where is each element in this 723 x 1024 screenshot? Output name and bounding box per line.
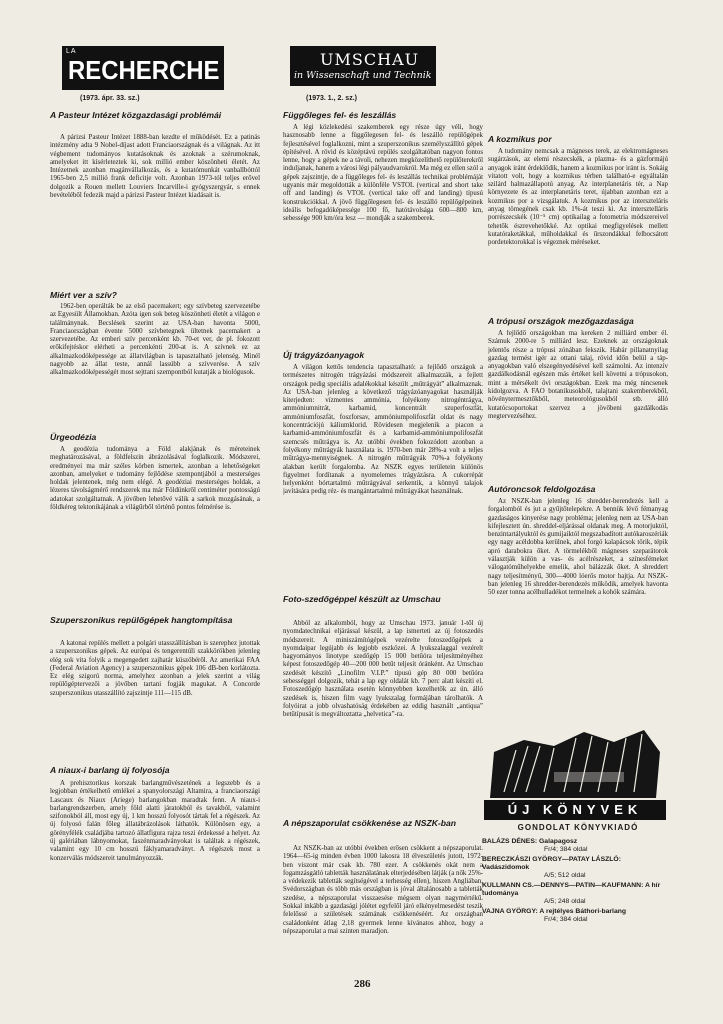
article-body: A párizsi Pasteur Intézet 1888-ban kezdte el működését. Ez a patinás intézmény adta 9 Nobel-díjast adott Franciaországnak és a világnak. Az itt végbement tudományos kutatásoknak és azoknak a szérumoknak, amelyeket itt kísérleteztek ki, sok millió ember köszönheti életét. Az Intézetnek azonban magánvállalkozás, és a kutatómunkát vanballbóttól 1965-ben 2,5 millió frank deficitje volt. Azonban 1973-tól teljes erővel dolgozik a Rouen mellett Louviers Incarville-i gyógyszergyár, s ennek bevételéből fedezik majd a párizsi Pasteur Intézet kiadásait is. [50, 134, 260, 200]
publisher-name: GONDOLAT KÖNYVKIADÓ [517, 823, 639, 832]
article-title: A kozmikus por [488, 134, 552, 144]
masthead-umschau-title: UMSCHAU [320, 50, 420, 69]
book-entry [482, 908, 667, 924]
article-body: A fejlődő országokban ma kereken 2 milliárd ember él. Számuk 2000-re 5 milliárd lesz. Ezeknek az országoknak jelentős része a trópusi zónában fekszik. Habár pillanatnyilag gazdag termést igér az ottani talaj, rövid időn belül a táp-anyagokban való elszegényedésével kell számolni. Az intenzív gazdálkodásnál egészen más értéket kell követni a trópusokon, mint a mérsékelt övi országokban. Ezek ma még nincsenek kidolgozva. A FAO botanikusokból, talajtani szakemberekből, növénytermesztőkből, meteorológusokból stb. álló kutatócsoportokat szervez a jövőbeni gazdálkodás megtervezéséhez. [488, 330, 668, 420]
article-title: A Pasteur Intézet közgazdasági problémái [50, 110, 222, 120]
book-title: BERECZKÁSZI GYÖRGY—PATAY LÁSZLÓ: Vadászidomok [482, 856, 621, 872]
masthead-la: LA [66, 48, 77, 55]
book-title: VAJNA GYÖRGY: A rejtélyes Báthori-barlang [482, 908, 627, 915]
masthead-umschau-subtitle: in Wissenschaft und Technik [294, 70, 432, 81]
article-body: A geodézia tudománya a Föld alakjának és méreteinek meghatározásával, a földfelszín ábrázolásával foglalkozik. Módszerei, eredményei ma már széles körben ismertek, azonban a lehetőségeket azonban, amelyeket e tudomány fejlődése szempontjából a mesterséges holdak jelentenek, még nem elégé. A geodéziai mesterséges holdak, a lézeres távolságmérő rendszerek ma már Földünkről centiméter pontosságú adatokat szolgáltatnak. A jövőben lehetővé válik a sarkok mozgásának, a földkéreg tektonikájának a világűrből történő pontos felmérése is. [50, 446, 260, 512]
umschau-masthead [290, 46, 436, 86]
umschau-issue: (1973. 1., 2. sz.) [306, 95, 357, 102]
article-title: Szuperszonikus repülőgépek hangtompítása [50, 615, 233, 625]
la-recherche-masthead [62, 46, 224, 90]
book-title: BALÁZS DÉNES: Galapagosz [482, 838, 578, 845]
book-meta: Fr/4; 384 oldal [544, 916, 588, 924]
article-title: A trópusi országok mezőgazdasága [488, 316, 634, 326]
new-books-heading: ÚJ KÖNYVEK [484, 800, 666, 820]
book-entry [482, 882, 667, 907]
article-body: 1962-ben operálták be az első pacemakert; egy szívbeteg szervezetébe az Egyesült Államokban. Azóta igen sok beteg köszönheti életét a világon e találmánynak. Becslések szerint az USA-ban havonta 5000, Franciaországban évente 5000 szívbetegnek ültetnek pacemakert a szervezetébe. Az emberi szív percenként kb. 70-et ver, de pl. fokozott erőkifejtéskor elérheti a percenkénti 200-at is. A szívnek ez az alkalmazkodóképessége az állatvilágban is tapasztalható jelenség. Minél nagyobb az állat teste, annál lassúbb a szívverése. A szív alkalmazkodóképességét most sejttani szempontból kutatják a biológusok. [50, 303, 260, 377]
article-body: Az NSZK-ban az utóbbi években erősen csökkent a népszaporulat. 1964—65-ig minden évben 1000 lakosra 18 élveszületés jutott, 1972-ben viszont már csak kb. 780 ezer. A csökkenés okát nem a fogamzásgátló tabletták használatának elterjedésében látják (a nők 25%-a védekezik tabletták segítségével a terhesség ellen), hiszen Angliában, Svédországban és több más országban is jóval általánosabb a tabletták szedése, a népszaporulat visszaesése mégsem olyan nagymértékű. Sokkal inkább a gazdasági jólétet egyfelől járó elkényelmesedést teszik felelőssé a születések számának csökkenéséért. Az országban családonként átlag 2,18 gyermek lenne kívánatos ahhoz, hogy a népszaporulat a mai szinten maradjon. [283, 845, 483, 935]
book-title: KULLMANN CS.—DENNYS—PATIN—KAUFMANN: A hír tudománya [482, 882, 661, 898]
article-title: A népszaporulat csökkenése az NSZK-ban [283, 818, 457, 828]
article-title: Új trágyázóanyagok [283, 350, 365, 360]
book-meta: A/5; 512 oldal [544, 872, 586, 880]
book-entry [482, 856, 667, 881]
books-illustration [484, 712, 664, 798]
book-entry [482, 838, 667, 854]
article-body: A tudomány nemcsak a mágneses terek, az elektromágneses sugárzások, az elemi részecskék, a plazma- és a gázformájú anyagok iránt érdeklődik, hanem a kozmikus por iránt is. Sokáig vitatott volt, hogy a kozmikus térben található-e egyáltalán szilárd halmazállapotú anyag. Az interplanetáris tér, a Nap környezete és az interplanetáris teret, újabban azonban ezt a kozmikus por a vizsgálatuk. A kozmikus por az interszteláris anyag tömegének csak kb. 1%-át teszi ki. Az intersztelláris porrészecskék (10⁻⁵ cm) optikailag a fotometria módszereivel tehetők észrevehetőkké. Az optikai megfigyelések mellett kutatóraketákkal, műholdakkal és űrszondákkal felbocsátott pordetektorokkal is végeznek méréseket. [488, 148, 668, 247]
article-body: A légi közlekedési szakemberek egy része úgy véli, hogy hasznosabb lenne a függőlegesen fel- és leszálló repülőgépek fejlesztésével foglalkozni, mint a szuperszonikus személyszállító gépek építésével. A rövid és középtávú repülés szolgáltatóban nagyon fontos lenne, hogy a gépek ne a távoli, nehezen megközelíthető repülőterekről induljanak, hanem a városi légi pályaudvarokról. Ma még ez ellen szól a gépek zajszintje, de a függőleges fel- és leszállás technikai problémáját ugyanis már megoldották a különféle VSTOL (vertical and short take off and landing) és VTOL (vertical take off and landing) típusú konstrukciókkal. A jövő függőlegesen fel- és leszálló repülőgépeinek ideális befogadóképessége 100 fő, hatótávolsága 600—800 km, sebessége 900 km/óra lesz — mondják a szakemberek. [283, 124, 483, 223]
article-title: Függőleges fel- és leszállás [283, 110, 397, 120]
article-body: Abból az alkalomból, hogy az Umschau 1973. január 1-től új nyomdatechnikai eljárással készül, a lap ismerteti az új fotoszedés módszereit. A miniszámítógépek vezérelte fotoszedőgépek a nyomdaipar legújabb és legjobb eszközei. A lyukszalaggal vezérelt hagyományos linotype szedőgép 15 000 betűóra teljesítményéhez képest fotoszedőgép 40—200 000 betűt teljesít óránként. Az Umschau szedését készítő „Linofilm V.I.P.” típusú gép 80 000 betűóra sebességgel dolgozik, tehát a lap egy oldalát kb. 7 perc alatt készíti el. Fotoszedőgép használata esetén könnyebben kezelhetők az ún. álló szedések is, hiszen film vagy lyukszalag formájában tárolhatók. A folyóirat a jobb olvashatóság érdekében az eddig használt „antiqua” betűtípusát is megváltoztatta „helvetica”-ra. [283, 620, 483, 719]
article-title: Autóroncsok feldolgozása [488, 484, 596, 494]
article-body: A prehisztorikus korszak barlangművészetének a legszebb és a legjobban értékelhető emlékei a spanyolországi Altamira, a franciaországi Lascaux és Niaux (Ariege) barlangokban maradtak fenn. A niaux-i barlangrendszerben, amely föld alatti járatokból és tavakból, valamint szifonokból áll, most egy új, 1 km hosszú folyosót tártak fel a régészek. Az új folyosó falán főleg állatábrázolások láthatók. Különösen egy, a görényfélék családjába tartozó állatfigura rajza teszi érdekessé a helyet. Az új galériában lábnyomokat, faszénmaradványokat is találtak a régészek, valamint egy 10 cm hosszú fáklyamaradványt. A régészek most a konzerválás módszereit tanulmányozzák. [50, 780, 260, 862]
article-title: Miért ver a szív? [50, 290, 117, 300]
recherche-issue: (1973. ápr. 33. sz.) [80, 95, 140, 102]
masthead-recherche-title: RECHERCHE [68, 55, 220, 85]
article-title: Ürgeodézia [50, 432, 97, 442]
page-number: 286 [354, 978, 371, 990]
article-body: Az NSZK-ban jelenleg 16 shredder-berendezés kell a forgalomból és jut a gyűjtőtelepekre. A bennük lévő fémanyag gazdaságos kinyerése nagy probléma; jelenleg nem az USA-ban kifejlesztett ún. shreddel-eljárással oldanak meg. A motorjuktól, benzintartályuktól és gumijaiktól megszabadított autókaroszériák egy nagy acéldobba kerülnek, ahol forgó kalapácsok törik, tépik apró darabokra őket. A törmelékből mágneses szeparátorok választják külön a vas- és acélrészeket, a színesfémeket válogatóműhelyekbe emelik, ahol bálázzák őket. A shreddert nagy teljesítményű, 300—4000 lóerős motor hajtja. Az NSZK-ban jelenleg 16 shredder-berendezés működik, amelyek havonta 50 ezer tonna acélhulladékot termelnek a kohók számára. [488, 498, 668, 597]
article-body: A katonai repülés mellett a polgári utasszállításban is szerephez jutottak a szuperszonikus gépek. Az európai és tengerentúli szakkörökben jelenleg elég sok vita folyik a megengedett zajhatár küszöbéről. Az amerikai FAA (Federal Aviation Agency) a szuperszonikus gépek 106 dB-ben korlátozta. Ez elég szigorú norma, amelyhez azonban a jelek szerint a világ repülőgéptervezői a jövőben tartani fogják magukat. A Concorde szuperszonikus utasszállító zajszintje 111—115 dB. [50, 640, 260, 697]
article-title: Foto-szedőgéppel készült az Umschau [283, 594, 441, 604]
book-meta: Fr/4; 384 oldal [544, 846, 588, 854]
book-meta: A/5; 248 oldal [544, 898, 586, 906]
article-body: A világon kettős tendencia tapasztalható: a fejlődő országok a természetes nitrogén trágyázási módszereit alkalmazzák, a fejlett országok pedig speciális adalékokkal készült „műtrágyát” alkalmaznak. Az USA-ban jelenleg a következő trágyázóanyagokat használják kiterjedten: vízmentes ammónia, folyékony nitrogéntrágya, ammóniumnitrát, karbamid, koncentrált szuperfoszfát, ammóniumfoszfát, foszforsav, ammóniumpolifoszfát oldat és nagy koncentrációjú káliumklorid. Rövidesen megjelenik a piacon a karbamid-ammóniumfoszfát és a karbamid-ammóniumpolifoszfát szemcsés műtrágya is. Az utóbbi években fokozódott azonban a folyékony műtrágyák használata is. 1970-ben már 28%-a volt a teljes műtrágya-mennyiségnek. A nitrogén műtrágyák 70%-a folyékony alakban került forgalomba. Az NSZK egyes területein különös figyelmet fordítanak a nyomelemes trágyázásra. A cukorrépát helyenként bórtartalmú műtrágyával serkentik, a könnyű talajok javítására pedig réz- és mangántartalmú műtrágyákat használnak. [283, 364, 483, 496]
article-title: A niaux-i barlang új folyosója [50, 765, 170, 775]
